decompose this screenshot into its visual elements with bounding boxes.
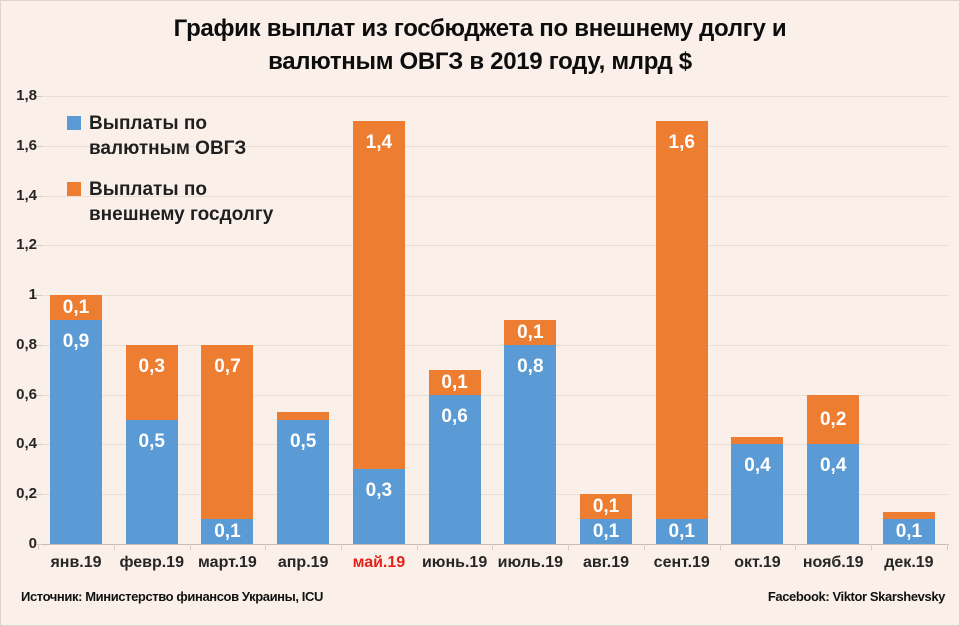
- x-axis-tick: [417, 544, 418, 550]
- x-axis-label: июль.19: [497, 554, 563, 571]
- chart-title-line2: валютным ОВГЗ в 2019 году, млрд $: [268, 48, 692, 75]
- gridline: [41, 245, 949, 246]
- bar-value-label: 0,1: [668, 521, 695, 543]
- x-axis-label: февр.19: [119, 554, 184, 571]
- bar-value-label: 0,8: [517, 355, 544, 377]
- x-axis-label: янв.19: [50, 554, 102, 571]
- x-axis-label: апр.19: [277, 554, 329, 571]
- x-axis-label: июнь.19: [421, 554, 488, 571]
- x-axis-label: дек.19: [884, 554, 934, 571]
- bar-value-label: 0,4: [819, 455, 847, 477]
- bar-value-label: 0,1: [592, 521, 620, 543]
- bar-value-label: 0,3: [138, 355, 165, 377]
- x-axis-tick: [265, 544, 266, 550]
- bar-segment-debt: [353, 121, 405, 469]
- y-axis-tick-label: 1,6: [16, 136, 37, 154]
- x-axis-tick: [38, 544, 39, 550]
- gridline: [41, 295, 949, 296]
- bar-value-label: 1,6: [668, 131, 695, 153]
- bar-value-label: 0,9: [62, 331, 90, 352]
- bar-segment-debt: [656, 121, 708, 519]
- y-axis-tick-label: 1,4: [16, 186, 37, 204]
- x-axis-label: авг.19: [583, 554, 630, 571]
- y-axis-tick-label: 0,6: [16, 385, 37, 403]
- bar-value-label: 0,4: [744, 455, 771, 477]
- bar-value-label: 0,1: [592, 496, 620, 518]
- bar-value-label: 0,3: [365, 480, 393, 502]
- x-axis-label: март.19: [198, 554, 257, 571]
- bar-value-label: 0,1: [62, 297, 90, 319]
- x-axis-tick: [644, 544, 645, 550]
- y-axis-tick-label: 0: [28, 535, 37, 552]
- y-axis-tick-label: 0,8: [16, 335, 37, 353]
- x-axis-tick: [341, 544, 342, 550]
- credit-text: Facebook: Viktor Skarshevsky: [767, 589, 945, 604]
- y-axis-tick-label: 1,8: [16, 87, 37, 104]
- x-axis-tick: [871, 544, 872, 550]
- x-axis-tick: [114, 544, 115, 550]
- legend-label-ovgz: Выплаты по валютным ОВГЗ: [89, 113, 247, 159]
- x-axis-label: сент.19: [653, 554, 710, 571]
- bar-value-label: 0,5: [138, 430, 165, 452]
- bar-segment-debt: [731, 437, 783, 444]
- legend-swatch-ovgz: [67, 116, 81, 130]
- x-axis-tick: [568, 544, 569, 550]
- gridline: [41, 544, 949, 545]
- chart-title-line1: График выплат из госбюджета по внешнему долгу и: [173, 15, 787, 42]
- y-axis-tick-label: 0,2: [16, 485, 37, 503]
- bar-value-label: 1,4: [365, 131, 393, 153]
- source-text: Источник: Министерство финансов Украины, ICU: [21, 589, 323, 604]
- x-axis-label: май.19: [352, 554, 406, 571]
- legend-label-debt: Выплаты по внешнему госдолгу: [89, 179, 274, 225]
- legend-item-ovgz: [67, 111, 246, 161]
- gridline: [41, 96, 949, 97]
- bar-segment-debt: [883, 512, 935, 519]
- bar-value-label: 0,1: [441, 371, 468, 393]
- x-axis-tick: [795, 544, 796, 550]
- bar-value-label: 0,1: [895, 521, 923, 543]
- bar-value-label: 0,1: [214, 521, 241, 543]
- x-axis-tick: [492, 544, 493, 550]
- y-axis-tick-label: 0,4: [16, 435, 37, 453]
- x-axis-tick: [190, 544, 191, 550]
- bar-value-label: 0,5: [289, 430, 317, 452]
- bar-value-label: 0,1: [517, 322, 544, 343]
- bar-value-label: 0,6: [441, 405, 468, 427]
- x-axis-tick: [720, 544, 721, 550]
- x-axis-tick: [947, 544, 948, 550]
- bar-value-label: 0,7: [214, 355, 241, 377]
- bar-segment-ovgz: [50, 320, 102, 544]
- x-axis-label: окт.19: [734, 554, 781, 571]
- y-axis-tick-label: 1: [28, 286, 37, 304]
- y-axis-tick-label: 1,2: [16, 236, 37, 254]
- bar-segment-debt: [277, 412, 329, 419]
- legend-swatch-debt: [67, 182, 81, 196]
- legend-item-debt: [67, 177, 273, 227]
- x-axis-label: нояб.19: [802, 554, 864, 571]
- bar-value-label: 0,2: [819, 409, 847, 431]
- chart-title: [1, 12, 959, 78]
